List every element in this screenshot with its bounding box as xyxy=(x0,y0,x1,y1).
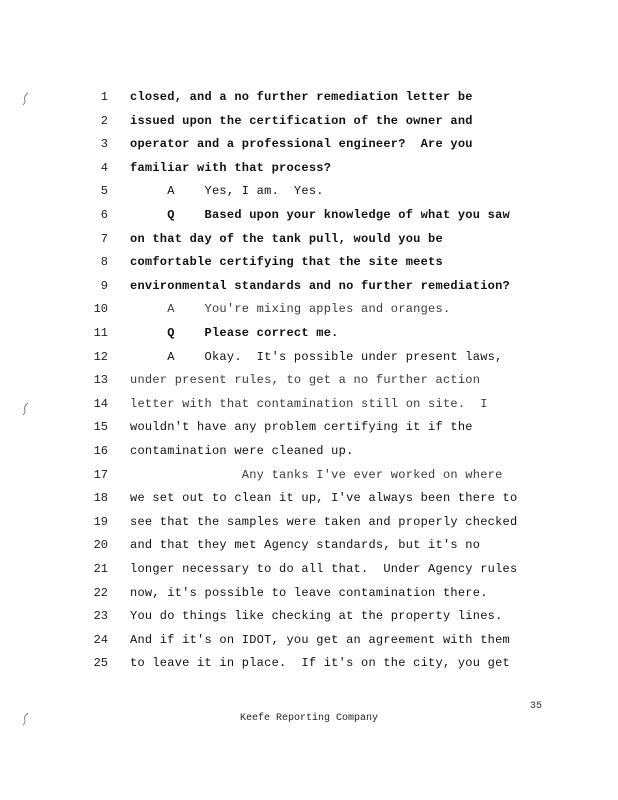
transcript-line xyxy=(0,134,618,154)
transcript-line xyxy=(0,229,618,249)
line-text: we set out to clean it up, I've always been there to xyxy=(130,491,518,506)
transcript-line xyxy=(0,347,618,367)
line-text: now, it's possible to leave contamination there. xyxy=(130,585,488,600)
transcript-line xyxy=(0,276,618,296)
line-text: letter with that contamination still on site. I xyxy=(130,396,488,411)
transcript-line xyxy=(0,535,618,555)
line-number: 23 xyxy=(93,609,108,624)
transcript-line xyxy=(0,512,618,532)
line-text: A Yes, I am. Yes. xyxy=(130,184,324,199)
transcript-line xyxy=(0,252,618,272)
line-number: 24 xyxy=(93,632,108,647)
transcript-line xyxy=(0,488,618,508)
line-text: A You're mixing apples and oranges. xyxy=(130,302,451,317)
transcript-line xyxy=(0,87,618,107)
line-number: 12 xyxy=(93,349,108,364)
line-text: to leave it in place. If it's on the city, you get xyxy=(130,656,511,671)
line-text: under present rules, to get a no further action xyxy=(130,373,481,388)
line-text: contamination were cleaned up. xyxy=(130,444,354,458)
line-number: 15 xyxy=(93,420,108,435)
transcript-line xyxy=(0,111,618,131)
line-text: You do things like checking at the property lines. xyxy=(130,609,503,624)
line-text: comfortable certifying that the site meets xyxy=(130,255,443,270)
line-number: 14 xyxy=(93,396,108,411)
transcript-line xyxy=(0,465,618,485)
transcript-line xyxy=(0,181,618,201)
line-text: and that they met Agency standards, but it's no xyxy=(130,538,481,553)
line-number: 7 xyxy=(100,231,108,246)
line-text: longer necessary to do all that. Under Agency rules xyxy=(130,562,518,576)
line-number: 19 xyxy=(93,514,108,529)
line-number: 17 xyxy=(93,467,108,482)
line-text: on that day of the tank pull, would you be xyxy=(130,231,443,246)
line-text: wouldn't have any problem certifying it if the xyxy=(130,420,473,435)
transcript-line xyxy=(0,630,618,650)
transcript-line xyxy=(0,394,618,414)
line-text: Q Based upon your knowledge of what you saw xyxy=(130,208,511,222)
line-text: issued upon the certification of the owner and xyxy=(130,113,473,128)
line-number: 4 xyxy=(100,160,108,175)
transcript-line xyxy=(0,653,618,673)
footer-company: Keefe Reporting Company xyxy=(239,713,379,724)
line-text: see that the samples were taken and properly checked xyxy=(130,514,518,529)
line-number: 18 xyxy=(93,491,108,506)
page-number: 35 xyxy=(530,701,543,712)
line-number: 5 xyxy=(100,184,108,199)
transcript-line xyxy=(0,417,618,437)
line-number: 8 xyxy=(100,255,108,270)
line-number: 3 xyxy=(100,137,108,152)
transcript-line xyxy=(0,441,618,461)
line-number: 22 xyxy=(93,585,108,600)
line-text: operator and a professional engineer? Are you xyxy=(130,137,473,152)
transcript-line xyxy=(0,299,618,319)
line-number: 16 xyxy=(93,444,108,458)
line-number: 10 xyxy=(93,302,108,317)
line-number: 1 xyxy=(100,90,108,104)
line-number: 9 xyxy=(100,278,108,293)
line-number: 6 xyxy=(100,208,108,222)
line-number: 20 xyxy=(93,538,108,553)
line-text: Any tanks I've ever worked on where xyxy=(130,467,503,482)
line-text: closed, and a no further remediation letter be xyxy=(130,90,473,104)
line-number: 25 xyxy=(93,656,108,671)
transcript-line xyxy=(0,158,618,178)
line-number: 21 xyxy=(93,562,108,576)
line-text: And if it's on IDOT, you get an agreement with them xyxy=(130,632,511,647)
line-text: A Okay. It's possible under present laws, xyxy=(130,349,503,364)
line-text: familiar with that process? xyxy=(130,160,332,175)
transcript-line xyxy=(0,606,618,626)
transcript-line xyxy=(0,583,618,603)
transcript-line xyxy=(0,205,618,225)
line-text: environmental standards and no further remediation? xyxy=(130,278,511,293)
transcript-line xyxy=(0,323,618,343)
line-number: 11 xyxy=(93,326,108,340)
transcript-line xyxy=(0,559,618,579)
transcript-line xyxy=(0,370,618,390)
line-number: 2 xyxy=(100,113,108,128)
line-number: 13 xyxy=(93,373,108,388)
line-text: Q Please correct me. xyxy=(130,326,339,340)
